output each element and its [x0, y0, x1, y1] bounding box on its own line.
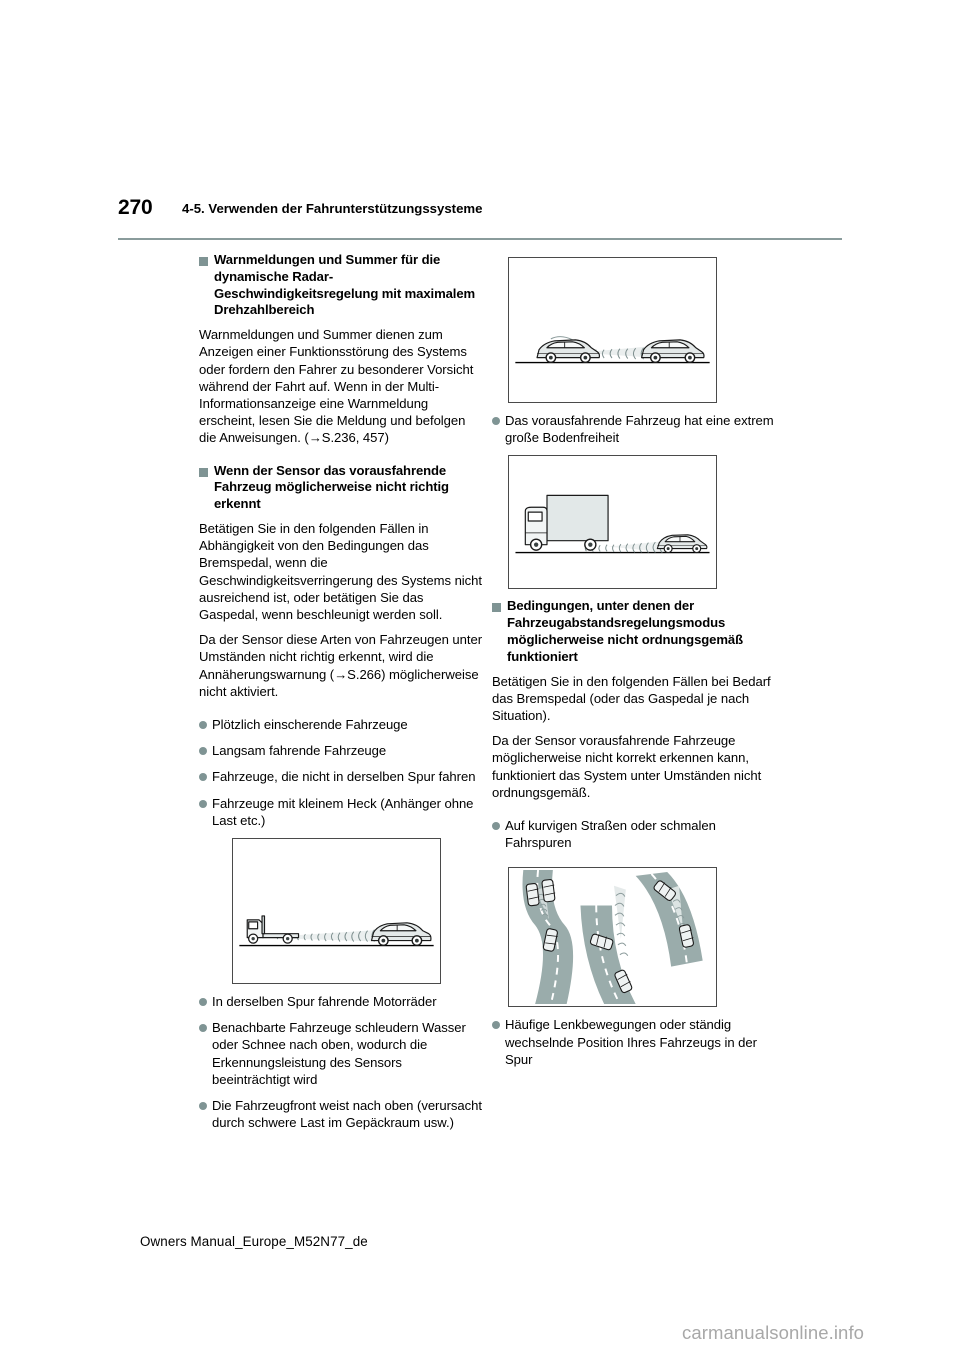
list-item-bodenfreiheit	[492, 412, 776, 446]
round-bullet-icon	[492, 417, 500, 425]
figure-two-cars-radar	[508, 257, 717, 403]
round-bullet-icon	[199, 800, 207, 808]
round-bullet-icon	[492, 822, 500, 830]
list-item	[199, 716, 483, 733]
list-item-label: Plötzlich einscherende Fahrzeuge	[212, 717, 408, 733]
list-item	[199, 795, 483, 829]
heading-text: Bedingungen, unter denen der Fahrzeugabstandsregelungsmodus möglicherweise nicht ordnungsgemäß funktioniert	[507, 598, 743, 664]
header-divider	[118, 238, 842, 240]
heading-text: Warnmeldungen und Summer für die dynamische Radar-Geschwindigkeitsregelung mit maximalem Drehzahlbereich	[214, 252, 476, 318]
paragraph-bremspedal: Betätigen Sie in den folgenden Fällen in Abhängigkeit von den Bedingungen das Bremspedal, wenn die Geschwindigkeitsverringerung des Systems nicht ausreichend ist, oder betätigen Sie das Gaspedal, wenn beschleunigt werden soll.	[199, 521, 482, 623]
site-watermark: carmanualsonline.info	[682, 1322, 865, 1343]
list-item-label: Häufige Lenkbewegungen oder ständig wechselnde Position Ihres Fahrzeugs in der Spur	[505, 1017, 757, 1067]
round-bullet-icon	[199, 1102, 207, 1110]
spacer	[199, 455, 483, 463]
page-number: 270	[118, 196, 153, 219]
right-column	[492, 252, 776, 1077]
list-item-label: In derselben Spur fahrende Motorräder	[212, 994, 437, 1010]
round-bullet-icon	[199, 721, 207, 729]
square-bullet-icon	[199, 468, 208, 477]
list-item-kurvige-strassen	[492, 817, 776, 851]
list-item	[199, 1019, 483, 1088]
square-bullet-icon	[492, 603, 501, 612]
list-item-label: Auf kurvigen Straßen oder schmalen Fahrspuren	[505, 818, 716, 851]
round-bullet-icon	[199, 773, 207, 781]
heading-fahrzeugabstandsregelung	[492, 598, 776, 665]
list-item	[199, 1097, 483, 1131]
list-item	[199, 993, 483, 1010]
paragraph-warnmeldungen: Warnmeldungen und Summer dienen zum Anzeigen einer Funktionsstörung des Systems oder fordern den Fahrer zu besonderer Vorsicht während der Fahrt auf. Wenn in der Multi-Informationsanzeige eine Warnmeldung erscheint, lesen Sie die Meldung und befolgen die Anweisungen. (→S.236, 457)	[199, 327, 474, 446]
round-bullet-icon	[199, 1024, 207, 1032]
paragraph-annaeherungswarnung: Da der Sensor diese Arten von Fahrzeugen unter Umständen nicht richtig erkennt, wird die Annäherungswarnung (→S.266) möglicherweise nicht aktiviert.	[199, 632, 483, 699]
section-title: 4-5. Verwenden der Fahrunterstützungssysteme	[182, 201, 483, 216]
document-id-footer: Owners Manual_Europe_M52N77_de	[140, 1234, 368, 1249]
spacer	[492, 809, 776, 817]
list-item-label: Fahrzeuge, die nicht in derselben Spur fahren	[212, 769, 476, 785]
figure-box-truck	[508, 455, 717, 589]
list-item-lenkbewegungen	[492, 1016, 776, 1068]
paragraph-sensor-erkennung: Da der Sensor vorausfahrende Fahrzeuge möglicherweise nicht korrekt erkennen kann, funktioniert das System unter Umständen nicht ordnungsgemäß.	[492, 733, 762, 800]
list-item-label: Langsam fahrende Fahrzeuge	[212, 743, 387, 759]
left-column	[199, 252, 483, 1140]
square-bullet-icon	[199, 257, 208, 266]
heading-warnmeldungen	[199, 252, 483, 319]
list-item-label: Benachbarte Fahrzeuge schleudern Wasser oder Schnee nach oben, wodurch die Erkennungsleistung des Sensors beeinträchtigt wird	[212, 1020, 466, 1087]
list-item	[199, 768, 483, 785]
list-item-label: Die Fahrzeugfront weist nach oben (verursacht durch schwere Last im Gepäckraum usw.)	[212, 1098, 482, 1131]
figure-curved-roads	[508, 867, 717, 1007]
page-header	[118, 196, 842, 230]
figure-trailer-truck	[232, 838, 441, 984]
heading-text: Wenn der Sensor das vorausfahrende Fahrzeug möglicherweise nicht richtig erkennt	[214, 462, 449, 512]
list-item-label: Fahrzeuge mit kleinem Heck (Anhänger ohne Last etc.)	[212, 795, 474, 828]
list-item	[199, 742, 483, 759]
round-bullet-icon	[199, 998, 207, 1006]
spacer	[199, 708, 483, 716]
round-bullet-icon	[199, 747, 207, 755]
list-item-label: Das vorausfahrende Fahrzeug hat eine extrem große Bodenfreiheit	[505, 413, 774, 446]
heading-sensor-erkennung	[199, 463, 483, 513]
paragraph-bremspedal-bedarf: Betätigen Sie in den folgenden Fällen bei Bedarf das Bremspedal (oder das Gaspedal je nach Situation).	[492, 673, 771, 723]
round-bullet-icon	[492, 1021, 500, 1029]
